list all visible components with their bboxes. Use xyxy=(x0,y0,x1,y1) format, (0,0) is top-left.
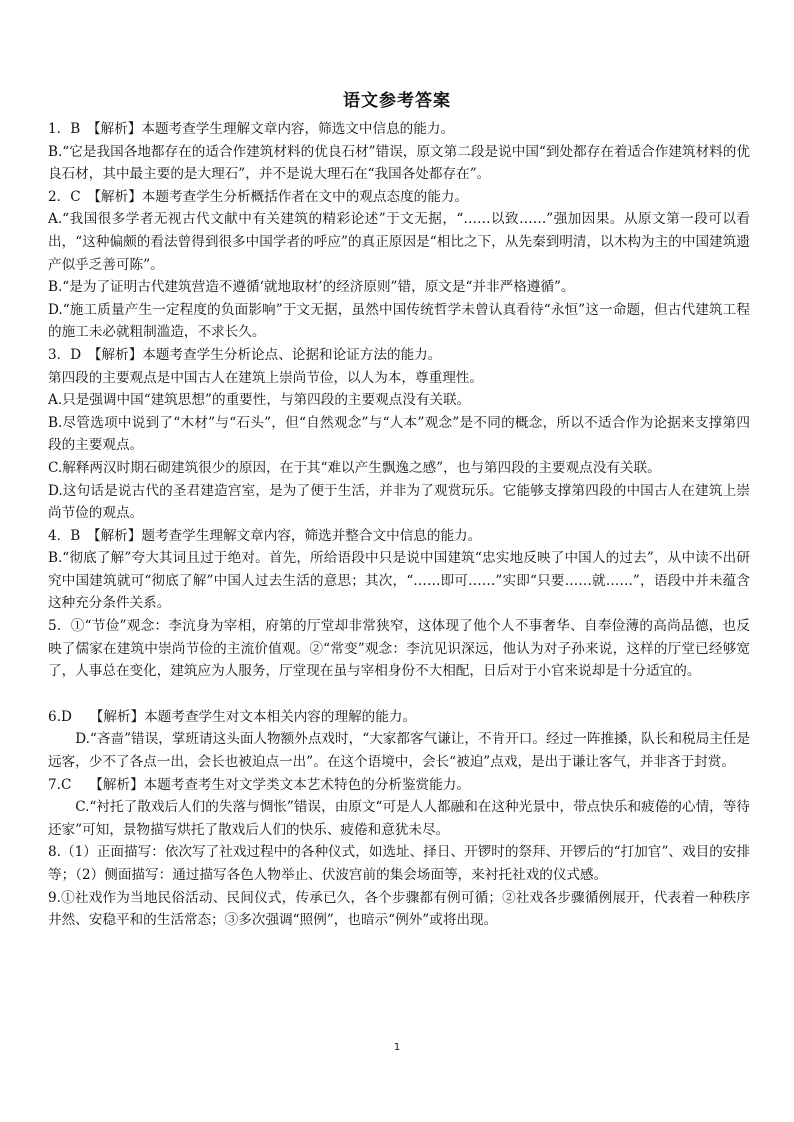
q1-analysis-b: B.“它是我国各地都存在的适合作建筑材料的优良石材”错误，原文第二段是说中国“到处都存在着适合作建筑材料的优良石材，其中最主要的是大理石”，并不是说大理石在“我国各处都存在”。 xyxy=(48,143,750,183)
page-number: 1 xyxy=(393,1042,401,1053)
q2-header: 2．C 【解析】本题考查学生分析概括作者在文中的观点态度的能力。 xyxy=(48,188,469,205)
q9-answer: 9.①社戏作为当地民俗活动、民间仪式，传承已久，各个步骤都有例可循；②社戏各步骤循例展开，代表着一种秩序井然、安稳平和的生活常态；③多次强调“照例”，也暗示“例外”或将出现。 xyxy=(48,889,750,929)
q3-header: 3．D 【解析】本题考查学生分析论点、论据和论证方法的能力。 xyxy=(48,346,442,363)
q2-analysis-b: B.“是为了证明古代建筑营造不遵循‘就地取材’的经济原则”错，原文是“并非严格遵循”。 xyxy=(48,279,575,296)
q8-answer: 8.（1）正面描写：依次写了社戏过程中的各种仪式，如选址、择日、开锣时的祭拜、开锣后的“打加官”、戏目的安排等；（2）侧面描写：通过描写各色人物举止、伏波宫前的集会场面等，来衬托社戏的仪式感。 xyxy=(48,844,750,883)
q4-analysis-b: B.“彻底了解”夸大其词且过于绝对。首先，所给语段中只是说中国建筑“忠实地反映了中国人的过去”，从中读不出研究中国建筑就可“彻底了解”中国人过去生活的意思；其次，“……即可……”实即“只要……就……”，语段中并未蕴含这种充分条件关系。 xyxy=(48,550,750,612)
q6-analysis-d: D.“吝啬”错误，掌班请这头面人物额外点戏时，“大家都客气谦让，不肯开口。经过一阵推搡，队长和税局主任是远客，少不了各点一出，会长也被迫点一出”。在这个语境中，会长“被迫”点戏，是出于谦让客气，并非吝于封赏。 xyxy=(48,731,750,771)
answer-content xyxy=(48,118,750,932)
q7-header: 7.C 【解析】本题考查考生对文学类文本艺术特色的分析鉴赏能力。 xyxy=(48,776,470,793)
q3-intro: 第四段的主要观点是中国古人在建筑上崇尚节俭，以人为本，尊重理性。 xyxy=(48,369,483,386)
q3-analysis-d: D.这句话是说古代的圣君建造宫室，是为了便于生活，并非为了观赏玩乐。它能够支撑第四段的中国古人在建筑上崇尚节俭的观点。 xyxy=(48,482,750,522)
q4-header: 4．B 【解析】题考查学生理解文章内容，筛选并整合文中信息的能力。 xyxy=(48,527,482,544)
q2-analysis-a: A.“我国很多学者无视古代文献中有关建筑的精彩论述”于文无据，“……以致……”强加因果。从原文第一段可以看出，“这种偏颇的看法曾得到很多中国学者的呼应”的真正原因是“相比之下，从先秦到明清，以木构为主的中国建筑遗产似乎乏善可陈”。 xyxy=(48,211,750,273)
q7-analysis-c: C.“衬托了散戏后人们的失落与惆怅”错误，由原文“可是人人都融和在这种光景中，带点快乐和疲倦的心情，等待还家”可知，景物描写烘托了散戏后人们的快乐、疲倦和意犹未尽。 xyxy=(48,799,750,838)
q1-header: 1．B 【解析】本题考查学生理解文章内容，筛选文中信息的能力。 xyxy=(48,121,455,137)
q6-header: 6.D 【解析】本题考查学生对文本相关内容的理解的能力。 xyxy=(48,708,417,725)
page-title: 语文参考答案 xyxy=(343,91,451,111)
q5-answer: 5．①“节俭”观念：李沆身为宰相，府第的厅堂却非常狭窄，这体现了他个人不事奢华、自奉俭薄的高尚品德，也反映了儒家在建筑中崇尚节俭的主流价值观。②“常变”观念：李沆见识深远，他认为对子孙来说，这样的厅堂已经够宽了，人事总在变化，建筑应为人服务，厅堂现在虽与宰相身份不大相配，日后对于小官来说却是十分适宜的。 xyxy=(48,618,750,680)
q3-analysis-a: A.只是强调中国“建筑思想”的重要性，与第四段的主要观点没有关联。 xyxy=(48,392,471,409)
section-gap xyxy=(48,683,750,706)
q2-analysis-d: D.“施工质量产生一定程度的负面影响”于文无据，虽然中国传统哲学未曾认真看待“永恒”这一命题，但古代建筑工程的施工未必就粗制滥造，不求长久。 xyxy=(48,301,750,341)
q3-analysis-c: C.解释两汉时期石砌建筑很少的原因，在于其“难以产生飘逸之感”，也与第四段的主要观点没有关联。 xyxy=(48,459,661,476)
q3-analysis-b: B.尽管选项中说到了“木材”与“石头”，但“自然观念”与“人本”观念”是不同的概念，所以不适合作为论据来支撑第四段的主要观点。 xyxy=(48,414,750,454)
